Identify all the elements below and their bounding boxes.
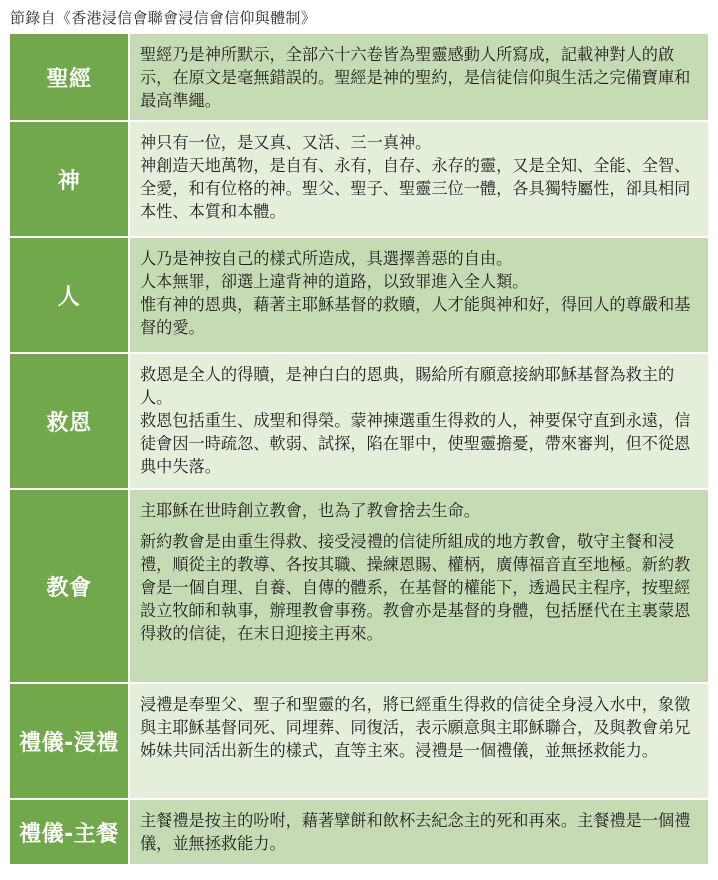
paragraph: 新約教會是由重生得救、接受浸禮的信徒所組成的地方教會，敬守主餐和浸禮，順從主的教導、各按其職、操練恩賜、權柄，廣傳福音直至地極。新約教會是一個自理、自養、自傳的體系，在基督的權能下，透過民主程序，按聖經設立牧師和執事，辦理教會事務。教會亦是基督的身體，包括歷代在主裏蒙恩得救的信徒，在末日迎接主再來。 xyxy=(140,532,691,643)
paragraph: 神只有一位，是又真、又活、三一真神。 xyxy=(140,133,432,152)
content-baptism xyxy=(130,684,708,798)
heading-salvation: 救恩 xyxy=(10,354,130,488)
paragraph: 人本無罪，卻選上違背神的道路，以致罪進入全人類。 xyxy=(140,272,529,291)
heading-god: 神 xyxy=(10,122,130,236)
paragraph: 主耶穌在世時創立教會，也為了教會捨去生命。 xyxy=(140,501,480,520)
paragraph: 主餐禮是按主的吩咐，藉著擘餅和飲杯去紀念主的死和再來。主餐禮是一個禮儀，並無拯救能力。 xyxy=(140,811,691,853)
row-bible xyxy=(10,34,708,120)
paragraph: 浸禮是奉聖父、聖子和聖靈的名，將已經重生得救的信徒全身浸入水中，象徵與主耶穌基督同死、同埋葬、同復活，表示願意與主耶穌聯合，及與教會弟兄姊妹共同活出新生的樣式，直等主來。浸禮是一個禮儀，並無拯救能力。 xyxy=(140,695,691,760)
paragraph: 救恩包括重生、成聖和得榮。蒙神揀選重生得救的人，神要保守直到永遠，信徒會因一時疏忽、軟弱、試探，陷在罪中，使聖靈擔憂，帶來審判，但不從恩典中失落。 xyxy=(140,411,691,476)
row-salvation xyxy=(10,352,708,488)
row-god xyxy=(10,120,708,236)
content-god xyxy=(130,122,708,236)
content-lords-supper xyxy=(130,800,708,864)
doctrine-table xyxy=(10,34,708,864)
heading-bible: 聖經 xyxy=(10,34,130,120)
row-man xyxy=(10,236,708,352)
heading-lords-supper: 禮儀-主餐 xyxy=(10,800,130,864)
heading-man: 人 xyxy=(10,238,130,352)
row-lords-supper xyxy=(10,798,708,864)
content-bible xyxy=(130,34,708,120)
source-caption: 節錄自《香港浸信會聯會浸信會信仰與體制》 xyxy=(10,9,317,27)
paragraph: 神創造天地萬物，是自有、永有，自存、永存的靈，又是全知、全能、全智、全愛，和有位格的神。聖父、聖子、聖靈三位一體，各具獨特屬性，卻具相同本性、本質和本體。 xyxy=(140,156,691,221)
paragraph: 聖經乃是神所默示，全部六十六卷皆為聖靈感動人所寫成，記載神對人的啟示，在原文是毫無錯誤的。聖經是神的聖約，是信徒信仰與生活之完備寶庫和最高準繩。 xyxy=(140,45,691,110)
paragraph: 人乃是神按自己的樣式所造成，具選擇善惡的自由。 xyxy=(140,249,513,268)
content-salvation xyxy=(130,354,708,488)
content-church xyxy=(130,490,708,682)
row-baptism xyxy=(10,682,708,798)
content-man xyxy=(130,238,708,352)
paragraph: 惟有神的恩典，藉著主耶穌基督的救贖，人才能與神和好，得回人的尊嚴和基督的愛。 xyxy=(140,295,691,337)
heading-church: 教會 xyxy=(10,490,130,682)
heading-baptism: 禮儀-浸禮 xyxy=(10,684,130,798)
row-church xyxy=(10,488,708,682)
paragraph: 救恩是全人的得贖，是神白白的恩典，賜給所有願意接納耶穌基督為救主的人。 xyxy=(140,365,675,407)
